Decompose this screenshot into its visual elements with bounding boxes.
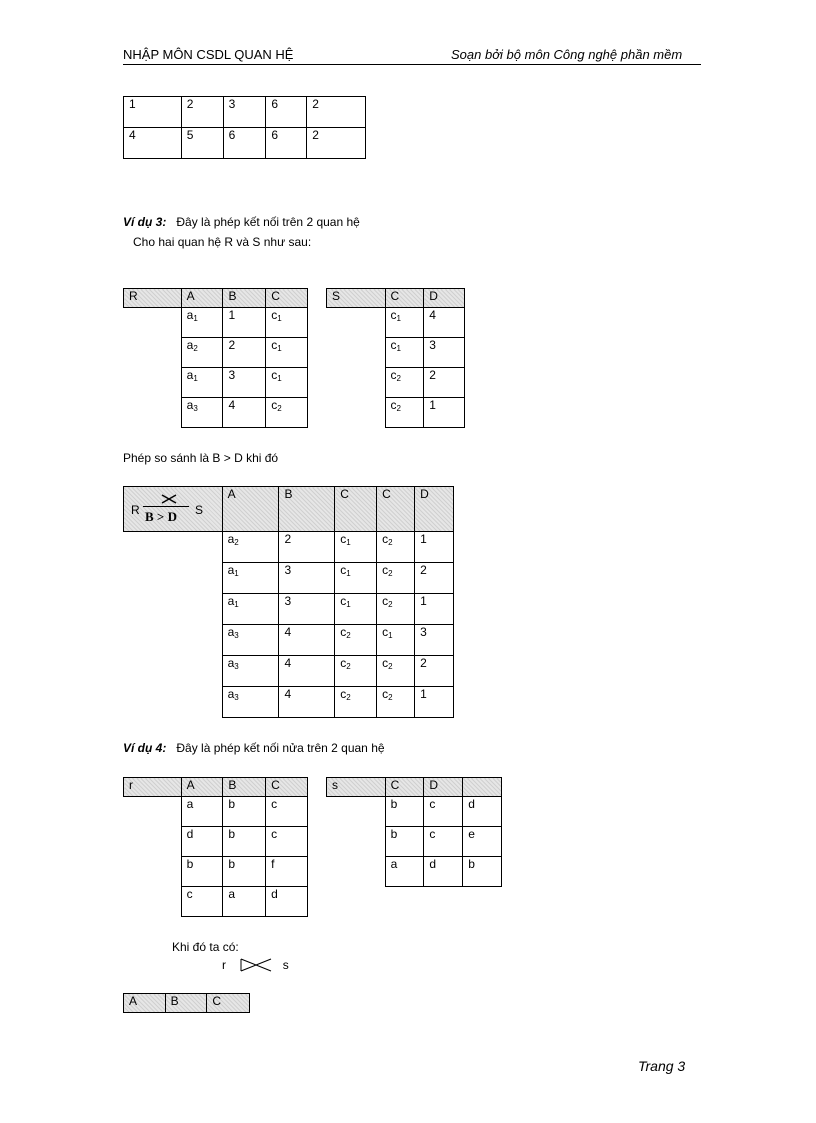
cell-main: 4	[228, 398, 236, 412]
table-row	[124, 797, 308, 827]
example3-line	[123, 215, 360, 229]
table-cell: 6	[266, 128, 307, 159]
column-header: C	[266, 778, 308, 797]
table-cell	[223, 308, 266, 338]
table-row	[327, 368, 465, 398]
table-cell: c	[266, 827, 308, 857]
table-cell: c	[266, 797, 308, 827]
table-cell	[335, 594, 377, 625]
semijoin-left-operand: r	[222, 958, 226, 972]
comparison-text: Phép so sánh là B > D khi đó	[123, 451, 279, 465]
relation-s-lower-table	[326, 777, 502, 887]
cell-subscript: 2	[346, 693, 351, 702]
example4-text: Đây là phép kết nối nửa trên 2 quan hệ	[176, 741, 385, 755]
cell-main: c	[340, 625, 347, 639]
table-cell	[385, 398, 424, 428]
cell-subscript: 2	[396, 404, 401, 413]
relation-name-cell: R	[124, 289, 182, 308]
table-row	[124, 656, 454, 687]
table-cell	[335, 656, 377, 687]
column-header: B	[279, 487, 335, 532]
cell-main: c	[390, 368, 397, 382]
semijoin-icon	[239, 958, 273, 972]
cell-main: 3	[228, 368, 236, 382]
table-cell	[222, 594, 279, 625]
cell-main: c	[340, 532, 347, 546]
cell-main: 1	[420, 594, 427, 608]
header-divider	[123, 64, 701, 65]
table-row	[124, 563, 454, 594]
join-header-cell	[124, 487, 223, 532]
table-row	[124, 827, 308, 857]
join-bowtie-icon	[145, 492, 195, 506]
blank-cell	[327, 797, 386, 827]
table-cell: b	[223, 827, 266, 857]
cell-subscript: 3	[234, 693, 239, 702]
table-cell	[415, 625, 454, 656]
cell-subscript: 1	[396, 344, 401, 353]
table-row	[124, 308, 308, 338]
cell-main: c	[390, 308, 397, 322]
cell-main: 4	[284, 656, 292, 670]
column-header: A	[181, 289, 223, 308]
blank-cell	[124, 308, 182, 338]
table-cell	[279, 625, 335, 656]
table-cell	[181, 368, 223, 398]
table-cell	[181, 398, 223, 428]
relation-r-lower-table	[123, 777, 308, 917]
table-cell	[223, 398, 266, 428]
cell-subscript: 1	[277, 374, 282, 383]
cell-main: c	[340, 687, 347, 701]
cell-main: 1	[429, 398, 436, 412]
cell-main: a	[186, 368, 194, 382]
cell-main: a	[227, 687, 235, 701]
table-cell: c	[424, 827, 463, 857]
semijoin-right-operand: s	[282, 958, 289, 972]
cell-main: 4	[284, 625, 292, 639]
cell-subscript: 2	[346, 662, 351, 671]
cell-main: a	[227, 625, 235, 639]
column-header: C	[377, 487, 415, 532]
table-cell	[266, 368, 308, 398]
column-header: B	[223, 289, 266, 308]
column-header: A	[124, 994, 166, 1013]
cell-main: a	[186, 308, 194, 322]
table-cell: 2	[307, 128, 366, 159]
cell-main: c	[271, 338, 278, 352]
cell-main: 2	[429, 368, 436, 382]
cell-subscript: 2	[388, 662, 393, 671]
column-header: C	[385, 289, 424, 308]
page-number: Trang 3	[638, 1058, 686, 1074]
column-header: C	[207, 994, 250, 1013]
top-table	[123, 96, 366, 159]
table-cell	[222, 625, 279, 656]
column-header: A	[222, 487, 279, 532]
table-cell: 2	[181, 97, 223, 128]
cell-main: c	[340, 563, 347, 577]
table-cell	[424, 368, 465, 398]
blank-cell	[124, 887, 182, 917]
cell-main: a	[227, 532, 235, 546]
table-cell	[424, 338, 465, 368]
cell-subscript: 1	[346, 538, 351, 547]
table-row	[124, 887, 308, 917]
table-cell	[377, 687, 415, 718]
column-header: A	[181, 778, 223, 797]
column-header: D	[415, 487, 454, 532]
table-cell: 6	[223, 128, 266, 159]
table-cell: b	[223, 797, 266, 827]
blank-cell	[124, 338, 182, 368]
table-cell: a	[181, 797, 223, 827]
relation-name-cell: s	[327, 778, 386, 797]
table-cell: d	[266, 887, 308, 917]
table-cell	[266, 308, 308, 338]
cell-subscript: 3	[193, 404, 198, 413]
table-cell	[377, 532, 415, 563]
cell-subscript: 1	[277, 314, 282, 323]
table-row	[327, 857, 502, 887]
table-row	[327, 338, 465, 368]
table-cell: 5	[181, 128, 223, 159]
column-header: B	[165, 994, 207, 1013]
example3-text: Đây là phép kết nối trên 2 quan hệ	[176, 215, 360, 229]
table-cell: b	[181, 857, 223, 887]
example3-subtext: Cho hai quan hệ R và S như sau:	[133, 235, 312, 249]
column-header: D	[424, 289, 465, 308]
table-cell: 4	[124, 128, 182, 159]
table-cell	[385, 308, 424, 338]
cell-subscript: 1	[346, 600, 351, 609]
relation-r-table	[123, 288, 308, 428]
cell-main: c	[390, 338, 397, 352]
join-left-operand: R	[131, 503, 140, 517]
cell-main: 1	[420, 687, 427, 701]
table-cell	[415, 594, 454, 625]
table-cell	[335, 687, 377, 718]
table-cell: c	[424, 797, 463, 827]
table-cell	[415, 563, 454, 594]
table-row	[327, 308, 465, 338]
table-row	[327, 398, 465, 428]
table-row	[327, 827, 502, 857]
table-cell	[279, 656, 335, 687]
table-cell	[377, 625, 415, 656]
table-cell: d	[181, 827, 223, 857]
cell-main: c	[340, 656, 347, 670]
cell-main: 2	[284, 532, 292, 546]
table-row	[124, 625, 454, 656]
table-row	[327, 797, 502, 827]
column-header: C	[385, 778, 424, 797]
blank-cell	[327, 308, 386, 338]
table-cell	[266, 398, 308, 428]
table-cell	[266, 338, 308, 368]
cell-main: a	[186, 338, 194, 352]
join-condition: B > D	[145, 509, 177, 524]
table-cell	[222, 563, 279, 594]
table-cell	[181, 308, 223, 338]
cell-main: c	[271, 308, 278, 322]
cell-main: 2	[420, 656, 427, 670]
blank-cell	[124, 563, 223, 594]
table-row	[124, 398, 308, 428]
cell-subscript: 1	[234, 600, 239, 609]
table-cell	[424, 308, 465, 338]
cell-main: c	[382, 687, 389, 701]
semijoin-expression	[222, 958, 289, 972]
relation-s-table	[326, 288, 465, 428]
join-right-operand: S	[195, 503, 204, 517]
example4-label: Ví dụ 4:	[123, 741, 167, 755]
cell-main: c	[271, 398, 278, 412]
cell-main: 3	[284, 563, 292, 577]
cell-subscript: 3	[234, 631, 239, 640]
cell-subscript: 2	[234, 538, 239, 547]
column-header: C	[335, 487, 377, 532]
cell-subscript: 1	[388, 631, 393, 640]
cell-subscript: 3	[234, 662, 239, 671]
cell-subscript: 2	[388, 693, 393, 702]
table-cell	[222, 532, 279, 563]
table-row	[124, 687, 454, 718]
table-cell: d	[463, 797, 502, 827]
table-cell	[222, 687, 279, 718]
table-cell	[279, 532, 335, 563]
column-header	[463, 778, 502, 797]
table-cell	[181, 338, 223, 368]
cell-subscript: 1	[193, 374, 198, 383]
cell-subscript: 1	[234, 569, 239, 578]
table-cell	[385, 368, 424, 398]
table-cell	[279, 594, 335, 625]
cell-subscript: 2	[388, 538, 393, 547]
column-header: C	[266, 289, 308, 308]
table-cell: b	[385, 827, 424, 857]
cell-main: a	[227, 594, 235, 608]
header-left-title: NHẬP MÔN CSDL QUAN HỆ	[123, 47, 294, 62]
blank-cell	[327, 857, 386, 887]
cell-main: 1	[420, 532, 427, 546]
cell-main: 3	[420, 625, 427, 639]
table-cell: b	[463, 857, 502, 887]
table-cell: b	[223, 857, 266, 887]
blank-cell	[124, 368, 182, 398]
table-cell	[377, 563, 415, 594]
table-cell	[223, 368, 266, 398]
blank-cell	[124, 857, 182, 887]
header-right-author: Soạn bởi bộ môn Công nghệ phần mềm	[451, 47, 683, 62]
cell-main: c	[382, 656, 389, 670]
table-cell	[335, 625, 377, 656]
blank-cell	[124, 797, 182, 827]
example3-label: Ví dụ 3:	[123, 215, 167, 229]
semijoin-result-table	[123, 993, 250, 1013]
cell-main: a	[227, 563, 235, 577]
table-row	[124, 532, 454, 563]
relation-name-cell: S	[327, 289, 386, 308]
example4-line	[123, 741, 385, 755]
table-cell: f	[266, 857, 308, 887]
cell-main: c	[382, 532, 389, 546]
blank-cell	[124, 532, 223, 563]
table-row	[124, 128, 366, 159]
table-cell	[415, 687, 454, 718]
table-cell: a	[223, 887, 266, 917]
cell-subscript: 2	[388, 569, 393, 578]
cell-main: 4	[429, 308, 436, 322]
blank-cell	[124, 827, 182, 857]
cell-main: 3	[429, 338, 436, 352]
cell-main: 3	[284, 594, 292, 608]
table-cell: 1	[124, 97, 182, 128]
table-cell: 6	[266, 97, 307, 128]
table-cell	[424, 398, 465, 428]
cell-main: c	[382, 625, 389, 639]
relation-name-cell: r	[124, 778, 182, 797]
cell-subscript: 1	[277, 344, 282, 353]
join-fraction-line	[143, 506, 189, 507]
cell-subscript: 2	[388, 600, 393, 609]
cell-main: c	[382, 563, 389, 577]
table-cell	[377, 594, 415, 625]
table-cell	[335, 532, 377, 563]
table-cell	[222, 656, 279, 687]
table-row	[124, 368, 308, 398]
table-cell	[415, 532, 454, 563]
table-cell	[335, 563, 377, 594]
cell-subscript: 2	[396, 374, 401, 383]
table-row	[124, 594, 454, 625]
table-row	[124, 857, 308, 887]
table-cell: a	[385, 857, 424, 887]
blank-cell	[327, 368, 386, 398]
cell-main: c	[390, 398, 397, 412]
cell-subscript: 1	[396, 314, 401, 323]
blank-cell	[327, 398, 386, 428]
blank-cell	[327, 827, 386, 857]
cell-subscript: 1	[193, 314, 198, 323]
cell-main: a	[227, 656, 235, 670]
table-cell	[279, 563, 335, 594]
column-header: D	[424, 778, 463, 797]
cell-main: a	[186, 398, 194, 412]
table-cell	[279, 687, 335, 718]
blank-cell	[124, 656, 223, 687]
table-row	[124, 338, 308, 368]
cell-subscript: 2	[277, 404, 282, 413]
table-cell	[385, 338, 424, 368]
table-cell	[223, 338, 266, 368]
table-cell	[377, 656, 415, 687]
table-cell: 3	[223, 97, 266, 128]
table-cell: d	[424, 857, 463, 887]
column-header: B	[223, 778, 266, 797]
table-cell: 2	[307, 97, 366, 128]
blank-cell	[124, 594, 223, 625]
cell-main: 2	[420, 563, 427, 577]
table-cell: c	[181, 887, 223, 917]
cell-main: 1	[228, 308, 236, 322]
cell-main: c	[340, 594, 347, 608]
cell-subscript: 2	[193, 344, 198, 353]
blank-cell	[124, 687, 223, 718]
blank-cell	[124, 398, 182, 428]
table-cell	[415, 656, 454, 687]
table-cell: e	[463, 827, 502, 857]
cell-main: 4	[284, 687, 292, 701]
table-cell: b	[385, 797, 424, 827]
table-row	[124, 97, 366, 128]
cell-subscript: 1	[346, 569, 351, 578]
cell-main: c	[382, 594, 389, 608]
cell-main: c	[271, 368, 278, 382]
result-text: Khi đó ta có:	[172, 940, 239, 954]
cell-subscript: 2	[346, 631, 351, 640]
cell-main: 2	[228, 338, 236, 352]
theta-join-result-table	[123, 486, 454, 718]
blank-cell	[327, 338, 386, 368]
blank-cell	[124, 625, 223, 656]
